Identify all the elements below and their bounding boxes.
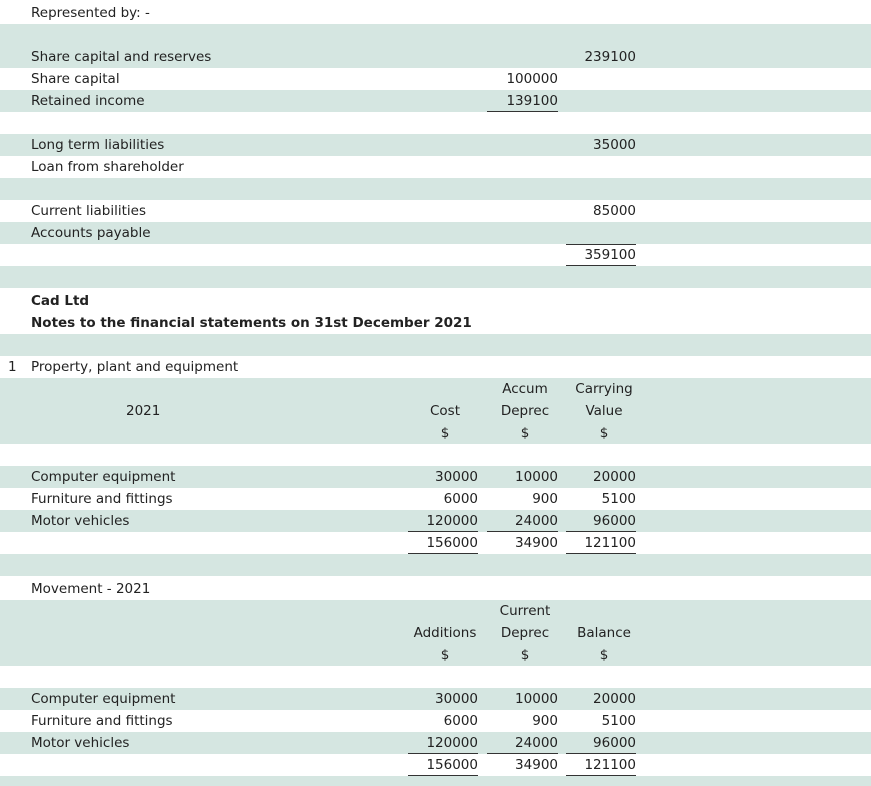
- row-label: Furniture and fittings: [31, 491, 173, 507]
- balance-value: 96000: [566, 732, 636, 754]
- cost-value: 120000: [408, 510, 478, 532]
- header-deprec: Deprec: [500, 625, 550, 641]
- header-deprec: Deprec: [500, 403, 550, 419]
- row-movement-header-3: [0, 644, 871, 666]
- share-capital-value: 100000: [506, 71, 558, 87]
- header-accum: Accum: [502, 381, 548, 397]
- row-band: [0, 776, 871, 786]
- row-grand-total: [0, 244, 871, 266]
- cost-total: 156000: [408, 532, 478, 554]
- cost-value: 6000: [443, 491, 478, 507]
- equity-total: 239100: [584, 49, 636, 65]
- row-label: Furniture and fittings: [31, 713, 173, 729]
- deprec-total: 34900: [515, 757, 558, 773]
- represented-by-label: Represented by: -: [31, 5, 150, 21]
- current-total: 85000: [593, 203, 636, 219]
- deprec-value: 24000: [487, 732, 558, 754]
- row-label: Computer equipment: [31, 691, 176, 707]
- row-company: [0, 290, 871, 312]
- table-total-row: [0, 532, 871, 554]
- row-loan: [0, 156, 871, 178]
- row-note1-header-1: [0, 378, 871, 400]
- header-currency: $: [599, 425, 609, 441]
- header-value: Value: [585, 403, 623, 419]
- row-retained-income: [0, 90, 871, 112]
- balance-value: 5100: [601, 713, 636, 729]
- accum-total: 34900: [515, 535, 558, 551]
- header-currency: $: [599, 647, 609, 663]
- share-capital-label: Share capital: [31, 71, 120, 87]
- row-note1-header-3: [0, 422, 871, 444]
- long-term-total: 35000: [593, 137, 636, 153]
- header-balance: Balance: [577, 625, 631, 641]
- row-notes-title: [0, 312, 871, 334]
- company-name: Cad Ltd: [31, 293, 90, 309]
- accum-value: 24000: [487, 510, 558, 532]
- row-note1-header-2: [0, 400, 871, 422]
- row-label: Motor vehicles: [31, 735, 130, 751]
- additions-value: 120000: [408, 732, 478, 754]
- accum-value: 10000: [515, 469, 558, 485]
- carrying-value: 96000: [566, 510, 636, 532]
- balance-total: 121100: [566, 754, 636, 776]
- header-cost: Cost: [429, 403, 460, 419]
- carrying-total: 121100: [566, 532, 636, 554]
- long-term-heading: Long term liabilities: [31, 137, 165, 153]
- row-movement-title: [0, 578, 871, 600]
- cost-value: 30000: [435, 469, 478, 485]
- table-row: [0, 510, 871, 532]
- header-currency: $: [440, 647, 450, 663]
- row-movement-header-2: [0, 622, 871, 644]
- header-additions: Additions: [413, 625, 477, 641]
- table-row: [0, 688, 871, 710]
- retained-income-value: 139100: [487, 90, 558, 112]
- header-currency: $: [520, 647, 530, 663]
- row-current-heading: [0, 200, 871, 222]
- row-band: [0, 266, 871, 288]
- additions-value: 6000: [443, 713, 478, 729]
- row-band: [0, 24, 871, 46]
- carrying-value: 5100: [601, 491, 636, 507]
- deprec-value: 10000: [515, 691, 558, 707]
- equity-heading: Share capital and reserves: [31, 49, 212, 65]
- deprec-value: 900: [532, 713, 558, 729]
- row-movement-header-1: [0, 600, 871, 622]
- row-blank: [0, 666, 871, 688]
- movement-title: Movement - 2021: [31, 581, 151, 597]
- row-note1-title: [0, 356, 871, 378]
- row-represented-by: [0, 2, 871, 24]
- note-number: 1: [8, 359, 17, 375]
- accum-value: 900: [532, 491, 558, 507]
- grand-total: 359100: [566, 244, 636, 266]
- table-row: [0, 732, 871, 754]
- row-label: Motor vehicles: [31, 513, 130, 529]
- retained-income-label: Retained income: [31, 93, 145, 109]
- row-blank: [0, 444, 871, 466]
- notes-title: Notes to the financial statements on 31st December 2021: [31, 315, 472, 331]
- row-blank: [0, 112, 871, 134]
- carrying-value: 20000: [593, 469, 636, 485]
- row-accounts-payable: [0, 222, 871, 244]
- additions-value: 30000: [435, 691, 478, 707]
- balance-value: 20000: [593, 691, 636, 707]
- additions-total: 156000: [408, 754, 478, 776]
- header-currency: $: [520, 425, 530, 441]
- loan-label: Loan from shareholder: [31, 159, 184, 175]
- accounts-payable-label: Accounts payable: [31, 225, 151, 241]
- row-share-capital: [0, 68, 871, 90]
- header-current: Current: [499, 603, 551, 619]
- row-label: Computer equipment: [31, 469, 176, 485]
- table-total-row: [0, 754, 871, 776]
- table-row: [0, 466, 871, 488]
- note1-year: 2021: [126, 403, 161, 419]
- row-long-term-heading: [0, 134, 871, 156]
- row-band: [0, 554, 871, 576]
- row-equity-heading: [0, 46, 871, 68]
- row-band: [0, 178, 871, 200]
- header-currency: $: [440, 425, 450, 441]
- note1-title: Property, plant and equipment: [31, 359, 239, 375]
- table-row: [0, 710, 871, 732]
- header-carrying: Carrying: [575, 381, 633, 397]
- row-band: [0, 334, 871, 356]
- table-row: [0, 488, 871, 510]
- current-heading: Current liabilities: [31, 203, 146, 219]
